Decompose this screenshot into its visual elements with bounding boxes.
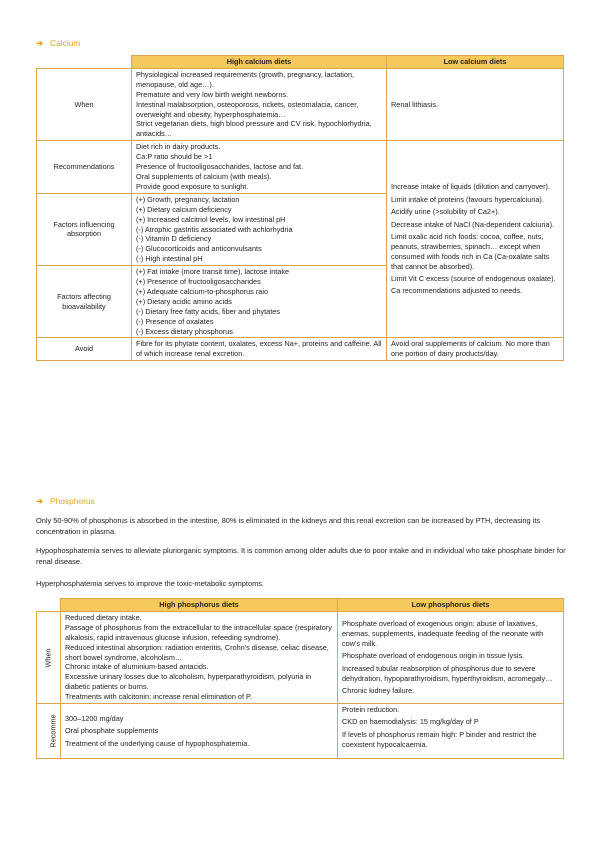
list-item: If levels of phosphorus remain high: P binder and restrict the coexistent hypocalcaemia. bbox=[342, 729, 537, 749]
phosphorus-table bbox=[36, 598, 564, 759]
list-item: (+) Fat intake (more transit time), lactose intake bbox=[136, 267, 290, 277]
list-item: (+) Increased calcitriol levels, low intestinal pH bbox=[136, 214, 286, 224]
list-item: (+) Presence of fructooligosaccharides bbox=[136, 277, 261, 287]
list-item: Phosphate overload of endogenous origin in tissue lysis. bbox=[342, 651, 525, 661]
list-item: (+) Adequate calcium-to-phosphorus raio bbox=[136, 286, 269, 296]
calcium-recommendations-high bbox=[132, 141, 387, 194]
list-item: CKD on haemodialysis: 15 mg/kg/day of P bbox=[342, 717, 479, 727]
calcium-absorption-high bbox=[132, 193, 387, 265]
list-item: (+) Dietary calcium deficiency bbox=[136, 204, 232, 214]
calcium-table-header bbox=[37, 56, 564, 69]
col-header-low-calcium: Low calcium diets bbox=[387, 56, 564, 69]
list-item: Increased tubular reabsorption of phosphorus due to severe dehydration, hypoparathyroidism, hyperthyroidism, acromegaly… bbox=[342, 663, 553, 683]
list-item: (-) Vitamin D deficiency bbox=[136, 234, 212, 244]
list-item: (+) Dietary acidic amino acids bbox=[136, 296, 232, 306]
list-item: Oral supplements of calcium (with meals). bbox=[136, 171, 272, 181]
list-item: Premature and very low birth weight newborns. bbox=[136, 89, 289, 99]
list-item: Phosphate overload of exogenous origin: abuse of laxatives, enemas, supplements, inadequate feeding of the neonate with cow's milk. bbox=[342, 619, 544, 648]
list-item: (-) Excess dietary phosphorus bbox=[136, 326, 233, 336]
row-label-when-text: When bbox=[43, 647, 53, 668]
list-item: Renal lithiasis. bbox=[391, 99, 439, 109]
list-item: (-) Atrophic gastritis associated with achlorhydria bbox=[136, 224, 293, 234]
calcium-avoid-low bbox=[387, 338, 564, 361]
phosphorus-paragraph-3: Hyperphosphatemia serves to improve the toxic-metabolic symptoms. bbox=[36, 579, 264, 588]
list-item: Limit oxalic acid rich foods: cocoa, coffee, nuts, peanuts, strawberries, spinach… except when consumed with foods rich in Ca (Ca-oxalate salts that cannot be absorbed). bbox=[391, 231, 550, 271]
list-item: (+) Growth, pregnancy, lactation bbox=[136, 194, 240, 204]
list-item: Diet rich in dairy products. bbox=[136, 142, 221, 152]
list-item: Presence of fructooligosaccharides, lactose and fat. bbox=[136, 162, 304, 172]
list-item: Physiological increased requirements (growth, pregnancy, lactation, menopause, old age…). bbox=[136, 69, 355, 89]
list-item: Increase intake of liquids (dilution and carryover). bbox=[391, 182, 550, 192]
list-item: Ca recommendations adjusted to needs. bbox=[391, 286, 523, 296]
list-item: Excessive urinary losses due to alcoholism, hyperparathyroidism, polyuria in diabetic patients or burns. bbox=[65, 672, 312, 692]
phosphorus-when-low bbox=[338, 611, 564, 703]
list-item: Chronic intake of aluminium-based antacids. bbox=[65, 662, 209, 672]
arrow-right-icon: ➔ bbox=[36, 38, 44, 48]
list-item: (-) High intestinal pH bbox=[136, 254, 203, 264]
list-item: (-) Glucocorticoids and anticonvulsants bbox=[136, 244, 262, 254]
phosphorus-recommendations-low bbox=[338, 704, 564, 759]
phosphorus-when-high bbox=[61, 611, 338, 703]
list-item: (-) Presence of oxalates bbox=[136, 316, 214, 326]
arrow-right-icon: ➔ bbox=[36, 496, 44, 506]
list-item: Acidify urine (>solubility of Ca2+). bbox=[391, 207, 500, 217]
list-item: Strict vegetarian diets, high blood pressure and CV risk, hypochlorhydria, antiacids… bbox=[136, 119, 372, 139]
phosphorus-paragraph-1: Only 50-90% of phosphorus is absorbed in the intestine, 80% is eliminated in the kidneys and this renal excretion can be increased by PTH, decreasing its concentration in plasma. bbox=[36, 516, 541, 536]
list-item: Chronic kidney failure. bbox=[342, 686, 415, 695]
row-label-recommendations: Recommendations bbox=[37, 141, 132, 194]
list-item: Limit intake of proteins (favours hypercalciuria). bbox=[391, 194, 544, 204]
list-item: Provide good exposure to sunlight. bbox=[136, 181, 249, 191]
table-row bbox=[37, 338, 564, 361]
list-item: Treatment of the underlying cause of hypophosphatemia. bbox=[65, 738, 250, 748]
col-header-high-phosphorus: High phosphorus diets bbox=[61, 599, 338, 612]
phosphorus-heading-text: Phosphorus bbox=[50, 496, 95, 506]
calcium-when-high bbox=[132, 68, 387, 140]
row-label-factors-absorption: Factors influencing absorption bbox=[37, 193, 132, 265]
calcium-low-recommendations bbox=[387, 141, 564, 338]
list-item: Ca:P ratio should be >1 bbox=[136, 152, 213, 162]
list-item: Oral phosphate supplements bbox=[65, 726, 159, 736]
row-label-when bbox=[37, 611, 61, 703]
list-item: Protein reduction. bbox=[342, 705, 400, 715]
list-item: Intestinal malabsorption, osteoporosis, rickets, osteomalacia, cancer, overweight and obesity, hyperphosphatemia… bbox=[136, 99, 359, 119]
list-item: 300–1200 mg/day bbox=[65, 713, 124, 723]
phosphorus-table-header bbox=[37, 599, 564, 612]
table-row bbox=[37, 611, 564, 703]
table-row bbox=[37, 68, 564, 140]
list-item: Reduced intestinal absorption: radiation enteritis, Crohn's disease, celiac disease, short bowel syndrome, alcoholism… bbox=[65, 642, 329, 662]
list-item: Fibre for its phytate content, oxalates, excess Na+, proteins and caffeine. All of which increase renal excretion. bbox=[136, 339, 382, 359]
list-item: Avoid oral supplements of calcium. No more than one portion of dairy products/day. bbox=[391, 339, 550, 359]
row-label-factors-bioavailability: Factors affecting bioavailability bbox=[37, 266, 132, 338]
calcium-bioavailability-high bbox=[132, 266, 387, 338]
list-item: Decrease intake of NaCl (Na-dependent calciuria). bbox=[391, 219, 555, 229]
row-label-recommendations bbox=[37, 704, 61, 759]
phosphorus-heading bbox=[36, 496, 95, 506]
calcium-table bbox=[36, 55, 564, 361]
row-label-avoid: Avoid bbox=[37, 338, 132, 361]
calcium-heading bbox=[36, 38, 80, 48]
row-label-recommendations-text: Recomme bbox=[48, 714, 58, 748]
list-item: Reduced dietary intake. bbox=[65, 612, 142, 622]
list-item: Treatments with calcitonin: increase renal elimination of P. bbox=[65, 692, 252, 702]
row-label-when: When bbox=[37, 68, 132, 140]
header-blank-cell bbox=[37, 599, 61, 612]
calcium-avoid-high bbox=[132, 338, 387, 361]
col-header-high-calcium: High calcium diets bbox=[132, 56, 387, 69]
calcium-when-low bbox=[387, 68, 564, 140]
phosphorus-paragraph-2: Hypophosphatemia serves to alleviate pluriorganic symptoms. It is common among older adults due to poor intake and in individual who take phosphate binder for renal disease. bbox=[36, 546, 566, 566]
list-item: Limit Vit C excess (source of endogenous oxalate). bbox=[391, 274, 556, 284]
phosphorus-recommendations-high bbox=[61, 704, 338, 759]
header-blank-cell bbox=[37, 56, 132, 69]
table-row bbox=[37, 704, 564, 759]
col-header-low-phosphorus: Low phosphorus diets bbox=[338, 599, 564, 612]
calcium-heading-text: Calcium bbox=[50, 38, 81, 48]
table-row bbox=[37, 141, 564, 194]
list-item: (-) Dietary free fatty acids, fiber and phytates bbox=[136, 306, 280, 316]
list-item: Passage of phosphorus from the extracellular to the intracellular space (respiratory alkalosis, rapid intravenous glucose infusion, refeeding syndrome). bbox=[65, 622, 332, 642]
